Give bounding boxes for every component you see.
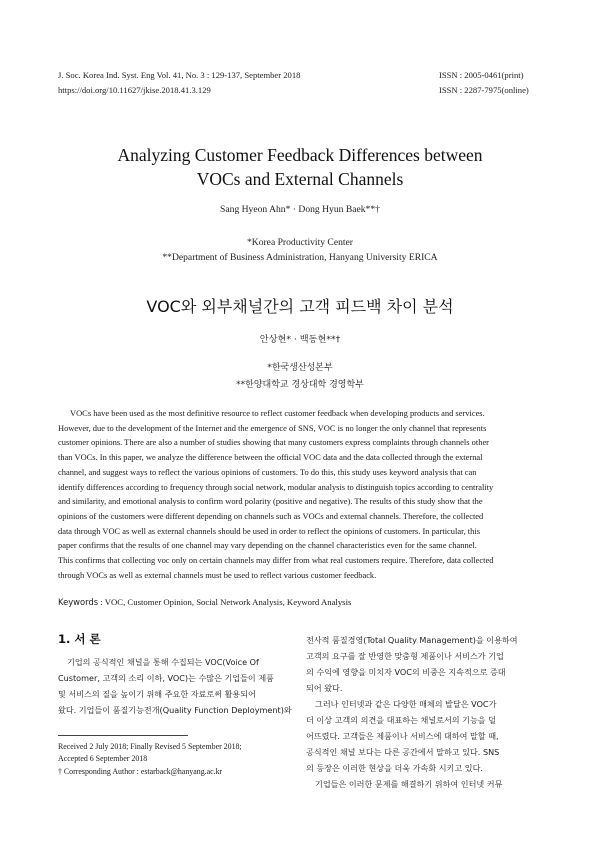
title-line: VOCs and External Channels <box>196 169 404 189</box>
section-heading: 1. 서 론 <box>58 632 101 646</box>
keywords-value: VOC, Customer Opinion, Social Network Analysis, Keyword Analysis <box>104 597 352 607</box>
title-line: Analyzing Customer Feedback Differences between <box>117 145 483 165</box>
body-line: 왔다. 기업들이 품질기능전개(Quality Function Deployment)와 <box>58 705 292 715</box>
keywords <box>58 597 351 607</box>
footnote-line: Received 2 July 2018; Finally Revised 5 September 2018; <box>58 742 242 751</box>
issn-print: ISSN : 2005-0461(print) <box>439 70 524 80</box>
body-line: 그러나 인터넷과 같은 다양한 매체의 발달은 VOC가 <box>315 699 497 709</box>
abstract-line: paper confirms that the results of one channel may vary depending on the channel characteristics even for the same channel. <box>58 540 477 551</box>
affiliation: **Department of Business Administration, Hanyang University ERICA <box>162 252 438 263</box>
body-line: 기업의 공식적인 채널을 통해 수집되는 VOC(Voice Of <box>67 657 259 667</box>
footnote-line: Accepted 6 September 2018 <box>58 754 148 764</box>
issn-header <box>439 68 529 98</box>
abstract-line: through VOCs as well as external channels must be used to reflect various customer feedback. <box>58 569 377 580</box>
footnotes <box>58 741 242 778</box>
abstract <box>58 406 544 582</box>
body-line: 의 등장은 이러한 현상을 더욱 가속화 시키고 있다. <box>306 763 483 773</box>
paper-title-english <box>60 143 540 191</box>
body-line: 고객의 요구를 잘 반영한 맞춤형 제품이나 서비스가 기업 <box>306 651 504 661</box>
abstract-line: However, due to the development of the Internet and the emergence of SNS, VOC is no longer the only channel that represents <box>58 422 487 433</box>
keywords-separator: : <box>98 597 105 607</box>
affiliation: *한국생산성본부 <box>267 363 333 373</box>
body-line: Customer, 고객의 소리 이하, VOC)는 수많은 기업들이 제품 <box>58 673 274 683</box>
abstract-line: and similarity, and emotional analysis to confirm word polarity (positive and negative). The results of this study show that the <box>58 496 483 507</box>
abstract-line: identify differences according to frequency through social network, modular analysis to distinguish topics according to centrality <box>58 481 494 492</box>
abstract-line: customer opinions. There are also a number of studies showing that many customers express complaints through channels other <box>58 437 489 448</box>
journal-citation: J. Soc. Korea Ind. Syst. Eng Vol. 41, No. 3 : 129-137, September 2018 <box>58 70 301 80</box>
abstract-line: than VOCs. In this paper, we analyze the difference between the official VOC data and the data collected through the external <box>58 452 483 463</box>
abstract-line: channel, and suggest ways to reflect the various opinions of customers. To do this, this study uses keyword analysis that can <box>58 466 477 477</box>
affiliations-korean <box>60 360 540 394</box>
doi-link[interactable]: https://doi.org/10.11627/jkise.2018.41.3.129 <box>58 85 211 95</box>
abstract-line: opinions of the customers were different depending on channels such as VOCs and external channels. Therefore, the collected <box>58 510 484 521</box>
abstract-line: VOCs have been used as the most definitive resource to reflect customer feedback when developing products and services. <box>70 408 485 418</box>
footnote-rule <box>58 735 188 736</box>
body-line: 되어 왔다. <box>306 683 343 693</box>
body-line: 전사적 품질경영(Total Quality Management)을 이용하여 <box>306 635 518 645</box>
body-line: 공식적인 채널 보다는 다른 공간에서 말하고 있다. SNS <box>306 747 500 757</box>
issn-online: ISSN : 2287-7975(online) <box>439 85 529 95</box>
body-column-right <box>306 632 546 792</box>
paper-title-korean: VOC와 외부채널간의 고객 피드백 차이 분석 <box>146 297 454 316</box>
affiliation: **한양대학교 경상대학 경영학부 <box>236 380 364 390</box>
body-line: 어뜨렸다. 고객들은 제품이나 서비스에 대하여 말할 때, <box>306 731 499 741</box>
affiliation: *Korea Productivity Center <box>246 237 354 248</box>
abstract-line: This confirms that collecting voc only on certain channels may differ from what real customers require. Therefore, data collected <box>58 555 494 566</box>
body-line: 기업들은 이러한 문제를 해결하기 위하여 인터넷 커뮤 <box>315 779 503 789</box>
abstract-line: data through VOC as well as external channels should be used in order to reflect the opinions of customers. In particular, this <box>58 525 480 536</box>
journal-header <box>58 68 300 98</box>
authors-korean: 안상현* · 백동현**† <box>259 334 341 345</box>
body-line: 의 수익에 영향을 미치자 VOC의 비중은 지속적으로 증대 <box>306 667 506 677</box>
keywords-label: Keywords <box>58 597 99 607</box>
footnote-corresponding-author: † Corresponding Author : estarback@hanyang.ac.kr <box>58 766 223 776</box>
body-column-left <box>58 654 298 718</box>
affiliations-english <box>60 235 540 265</box>
authors-english: Sang Hyeon Ahn* · Dong Hyun Baek**† <box>220 204 380 215</box>
body-line: 더 이상 고객의 의견을 대표하는 채널로서의 기능을 덜 <box>306 715 497 725</box>
body-line: 및 서비스의 질을 높이기 위해 주요한 자료로써 활용되어 <box>58 689 256 699</box>
